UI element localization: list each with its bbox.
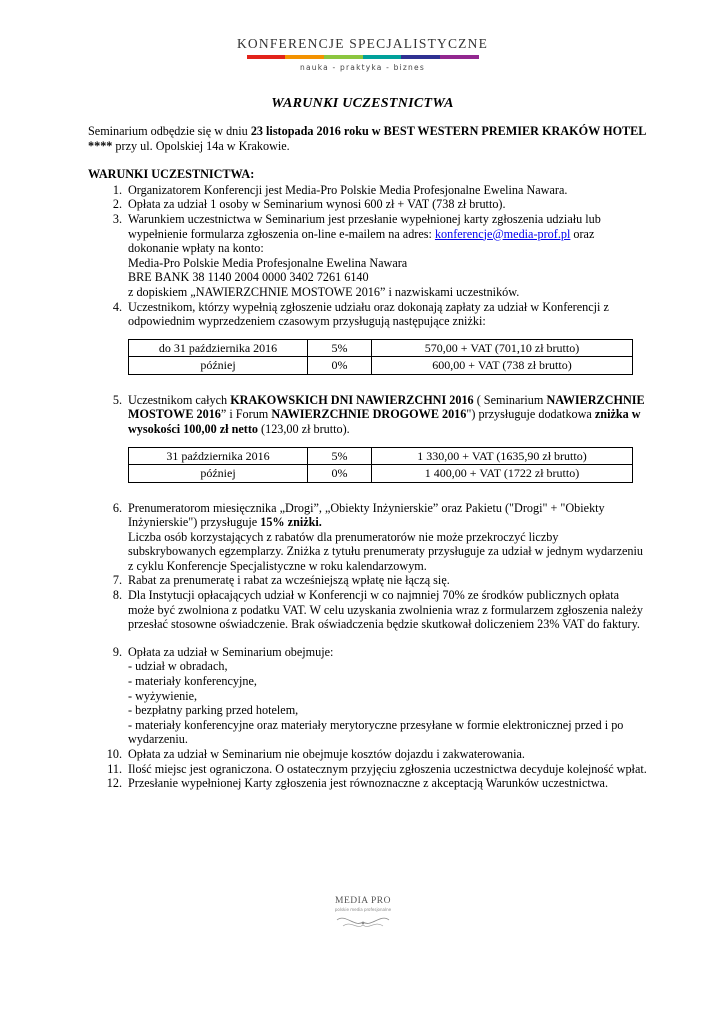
item-number: 10. <box>106 747 122 761</box>
item-number: 9. <box>112 644 122 659</box>
item-text: Opłata za udział 1 osoby w Seminarium wynosi 600 zł + VAT (738 zł brutto). <box>128 197 506 212</box>
page-title: WARUNKI UCZESTNICTWA <box>271 96 454 111</box>
item-text <box>128 645 648 747</box>
item-text: Przesłanie wypełnionej Karty zgłoszenia jest równoznaczne z akceptacją Warunków uczestnictwa. <box>128 776 608 791</box>
item-text-part: Uczestnikom całych <box>128 392 231 407</box>
item-number: 8. <box>112 588 122 603</box>
table-row <box>129 357 633 375</box>
item-number: 11. <box>107 761 122 776</box>
included-item: - materiały konferencyjne oraz materiały merytoryczne przesyłane w formie elektronicznej przed i po wydarzeniu. <box>128 717 624 747</box>
item-number: 7. <box>112 573 122 588</box>
item-text <box>128 501 648 574</box>
item-text-part: Prenumeratorom miesięcznika „Drogi”, „Obiekty Inżynierskie” oraz Pakietu ("Drogi" + "Obiekty Inżynierskie") przysługuje <box>128 500 605 530</box>
item-number: 12. <box>106 776 122 791</box>
list-item <box>88 212 648 300</box>
table-cell-price: 570,00 + VAT (701,10 zł brutto) <box>372 339 633 357</box>
table-cell-percent: 0% <box>308 357 372 375</box>
item-number: 6. <box>112 500 122 515</box>
footer-logo-text: MEDIA PRO <box>335 896 391 906</box>
item-number: 3. <box>112 211 122 226</box>
footer-logo <box>330 896 396 932</box>
item-number: 5. <box>112 392 122 407</box>
brand-bar-segment <box>247 55 286 59</box>
item-text-part: Liczba osób korzystających z rabatów dla prenumeratorów nie może przekroczyć liczby subskrybowanych egzemplarzy. Zniżka z tytułu prenumeraty przysługuje za udział w jednym wydarzeniu z cyklu Konferencje Specjalistyczne w roku kalendarzowym. <box>128 529 643 573</box>
item-bold-part: zniżka w wysokości 100,00 zł netto <box>128 407 641 436</box>
brand-tagline: nauka - praktyka - biznes <box>300 63 425 72</box>
item-bold-part: 15% zniżki. <box>260 515 322 530</box>
list-item <box>88 645 648 747</box>
item-text-part: Warunkiem uczestnictwa w Seminarium jest przesłanie wypełnionej karty zgłoszenia udziału lub wypełnienie formularza zgłoszenia on-line e-mailem na adres: <box>128 211 601 241</box>
table-row <box>129 465 633 483</box>
table-cell-date: do 31 października 2016 <box>129 339 308 357</box>
table-cell-percent: 0% <box>308 465 372 483</box>
item-text-part: Opłata za udział w Seminarium obejmuje: <box>128 644 334 659</box>
item-text: Ilość miejsc jest ograniczona. O ostatecznym przyjęciu zgłoszenia uczestnictwa decyduje kolejność wpłat. <box>128 761 647 776</box>
brand-bar-segment <box>401 55 440 59</box>
included-item: - udział w obradach, <box>128 659 228 674</box>
brand-bar-segment <box>324 55 363 59</box>
table-cell-percent: 5% <box>308 447 372 465</box>
included-item: - wyżywienie, <box>128 688 198 703</box>
section-heading: WARUNKI UCZESTNICTWA: <box>88 167 255 182</box>
list-item <box>88 501 648 574</box>
item-text-part: oraz dokonanie wpłaty na konto: <box>128 226 595 256</box>
item-text-part: ( Seminarium <box>473 392 547 407</box>
intro-venue-bold: 23 listopada 2016 roku w BEST WESTERN PREMIER KRAKÓW HOTEL **** <box>88 124 646 153</box>
list-item <box>88 776 648 791</box>
brand-logo-text: KONFERENCJE SPECJALISTYCZNE <box>236 36 489 51</box>
list-item <box>88 762 648 777</box>
intro-text: Seminarium odbędzie się w dniu <box>88 124 251 138</box>
item-text-part: (123,00 zł brutto). <box>258 421 350 436</box>
payment-note: z dopiskiem „NAWIERZCHNIE MOSTOWE 2016” i nazwiskami uczestników. <box>128 284 520 299</box>
item-text: Organizatorem Konferencji jest Media-Pro Polskie Media Profesjonalne Ewelina Nawara. <box>128 182 568 197</box>
intro-paragraph <box>88 124 648 153</box>
document-body <box>88 124 648 791</box>
table-cell-date: później <box>129 465 308 483</box>
item-number: 2. <box>112 197 122 212</box>
brand-color-bar <box>247 55 479 59</box>
item-text <box>128 393 648 437</box>
item-bold-part: KRAKOWSKICH DNI NAWIERZCHNI 2016 <box>230 392 474 407</box>
discount-table-2 <box>128 447 633 483</box>
item-text-part: ") przysługuje dodatkowa <box>466 407 595 422</box>
included-item: - materiały konferencyjne, <box>128 674 257 689</box>
item-number: 1. <box>112 182 122 197</box>
item-text: Uczestnikom, którzy wypełnią zgłoszenie udziału oraz dokonają zapłaty za udział w Konferencji z odpowiednim wyprzedzeniem czasowym przysługują następujące zniżki: <box>128 299 609 329</box>
ornament-icon <box>333 914 393 932</box>
item-text: Opłata za udział w Seminarium nie obejmuje kosztów dojazdu i zakwaterowania. <box>128 747 525 761</box>
bank-account: BRE BANK 38 1140 2004 0000 3402 7261 6140 <box>128 270 369 285</box>
brand-bar-segment <box>440 55 479 59</box>
email-link[interactable]: konferencje@media-prof.pl <box>434 226 571 241</box>
included-item: - bezpłatny parking przed hotelem, <box>128 703 299 718</box>
list-item <box>88 588 648 632</box>
brand-bar-segment <box>285 55 324 59</box>
table-cell-price: 1 330,00 + VAT (1635,90 zł brutto) <box>372 447 633 465</box>
item-bold-part: NAWIERZCHNIE DROGOWE 2016 <box>271 407 467 422</box>
table-cell-date: później <box>129 357 308 375</box>
item-bold-part: NAWIERZCHNIE MOSTOWE 2016 <box>128 392 645 422</box>
item-text <box>128 212 648 300</box>
list-item <box>88 197 648 212</box>
table-row <box>129 339 633 357</box>
account-holder: Media-Pro Polskie Media Profesjonalne Ewelina Nawara <box>128 255 408 270</box>
item-number: 4. <box>112 299 122 314</box>
table-cell-percent: 5% <box>308 339 372 357</box>
discount-table <box>128 339 633 375</box>
list-item <box>88 747 648 762</box>
intro-text: przy ul. Opolskiej 14a w Krakowie. <box>112 138 290 153</box>
table-cell-price: 1 400,00 + VAT (1722 zł brutto) <box>372 465 633 483</box>
table-row <box>129 447 633 465</box>
list-item <box>88 300 648 329</box>
item-text-part: ” i Forum <box>220 407 272 422</box>
table-cell-date: 31 października 2016 <box>129 447 308 465</box>
item-text: Rabat za prenumeratę i rabat za wcześniejszą wpłatę nie łączą się. <box>128 573 450 588</box>
footer-logo-subtext: polskie media profesjonalne <box>334 907 392 912</box>
list-item <box>88 573 648 588</box>
list-item <box>88 393 648 437</box>
item-text: Dla Instytucji opłacających udział w Konferencji w co najmniej 70% ze środków publicznych opłata może być zwolniona z podatku VAT. W celu uzyskania zwolnienia wraz z formularzem zgłoszenia należy przesłać stosowne oświadczenie. Brak oświadczenia będzie skutkował doliczeniem 23% VAT do faktury. <box>128 588 643 632</box>
list-item <box>88 183 648 198</box>
brand-bar-segment <box>363 55 402 59</box>
page-header <box>0 36 725 72</box>
table-cell-price: 600,00 + VAT (738 zł brutto) <box>372 357 633 375</box>
